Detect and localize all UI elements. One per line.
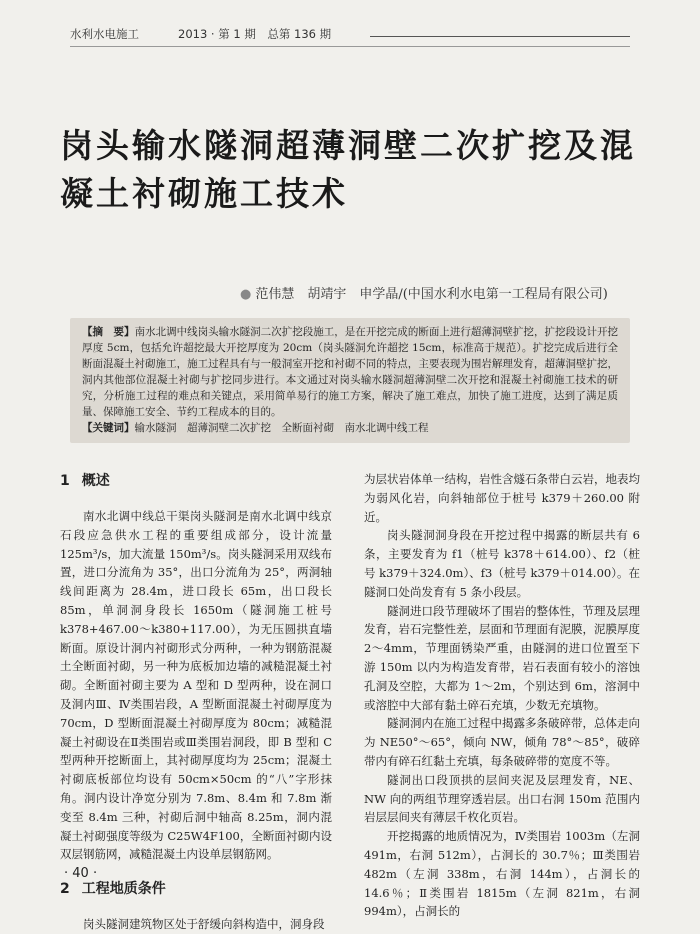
section-2-paragraph-4: 隧洞洞内在施工过程中揭露多条破碎带，总体走向为 NE50°～65°，倾向 NW，倾角 78°～85°，破碎带内有碎石红黏土充填，每条破碎带的宽度不等。 [364,716,640,768]
section-2-paragraph-2: 岗头隧洞洞身段在开挖过程中揭露的断层共有 6 条，主要发育为 f1（桩号 k378＋614.00）、f2（桩号 k379＋324.0m）、f3（桩号 k379＋014.00）。在隧洞口处尚发育有 5 条小段层。 [364,528,640,599]
page-number: · 40 · [64,866,98,881]
abstract-label: 【摘 要】 [82,326,135,338]
keywords-label: 【关键词】 [82,422,135,434]
abstract-text: 南水北调中线岗头输水隧洞二次扩挖段施工，是在开挖完成的断面上进行超薄洞壁扩挖，扩挖段设计开挖厚度 5cm，包括允许超挖最大开挖厚度为 20cm（岗头隧洞允许超挖 15cm，标准高于规范）。扩挖完成后进行全断面混凝土衬砌施工，施工过程具有与一般洞室开挖和衬砌不同的特点，主要表现为围岩解理发育，超薄洞壁扩挖，洞内其他部位混凝土衬砌与扩挖同步进行。本文通过对岗头输水隧洞超薄洞壁二次开挖和混凝土衬砌施工技术的研究，分析施工过程的难点和关键点，采用简单易行的施工方案，解决了施工难点，加快了施工进度，达到了满足质量、保障施工安全、节约工程成本的目的。 [82,326,619,418]
author-names: 范伟慧 胡靖宇 申学晶/(中国水利水电第一工程局有限公司) [255,287,608,302]
journal-name: 水利水电施工 [70,27,139,41]
issue-info: 2013 · 第 1 期 总第 136 期 [178,27,332,41]
abstract-box [70,318,630,443]
section-2-paragraph-3: 隧洞进口段节理破坏了围岩的整体性，节理及层理发育，岩石完整性差，层面和节理面有泥膜，泥膜厚度 2～4mm，节理面锈染严重，由隧洞的进口位置至下游 150m 以内为构造发育带，岩石表面有较小的溶蚀孔洞及空腔，大都为 1～2m，个别达到 6m，溶洞中或溶腔中大部有黏土碎石充填，少数无充填物。 [364,603,640,712]
left-column [60,470,332,934]
running-header [70,22,630,44]
article-title: 岗头输水隧洞超薄洞壁二次扩挖及混凝土衬砌施工技术 [60,126,636,213]
section-2-paragraph-5: 隧洞出口段顶拱的层间夹泥及层理发育，NE、NW 向的两组节理穿透岩层。出口右洞 150m 范围内岩层层间夹有薄层千枚化页岩。 [364,772,640,825]
authors-line [240,283,640,302]
header-rule [370,36,630,37]
section-2-paragraph-1: 岗头隧洞建筑物区处于舒缓向斜构造中，洞身段 [83,917,325,932]
section-2-number: 2 [60,881,70,898]
section-2-paragraph-6: 开挖揭露的地质情况为，Ⅳ类围岩 1003m（左洞 491m，右洞 512m），占洞长的 30.7％；Ⅲ类围岩 482m（左洞 338m，右洞 144m），占洞长的 14.6％；Ⅱ类围岩 1815m（左洞 821m，右洞 994m），占洞长的 [364,829,640,919]
bullet-icon: ● [240,287,252,302]
section-1-paragraph-1: 南水北调中线总干渠岗头隧洞是南水北调中线京石段应急供水工程的重要组成部分，设计流量 125m³/s，加大流量 150m³/s。岗头隧洞采用双线布置，进口分流角为 35°，出口分流角为 25°，两洞轴线间距离为 28.4m，进口段长 65m，出口段长 85m，单洞洞身段长 1650m（隧洞施工桩号 k378+467.00～k380+117.00），为无压圆拱直墙断面。原设计洞内衬砌形式分两种，一种为钢筋混凝土全断面衬砌，另一种为底板加边墙的减糙混凝土衬砌。全断面衬砌主要为 A 型和 D 型两种，设在洞口及洞内Ⅲ、Ⅳ类围岩段，A 型断面混凝土衬砌厚度为 70cm，D 型断面混凝土衬砌厚度为 80cm；减糙混凝土衬砌设在Ⅱ类围岩或Ⅲ类围岩洞段，即 B 型和 C 型两种开挖断面上，其衬砌厚度均为 25cm；混凝土衬砌底板部位均设有 50cm×50cm 的“八”字形抹角。洞内设计净宽分别为 7.8m、8.4m 和 7.8m 渐变至 8.4m 三种，衬砌后洞中轴高 8.25m，洞内混凝土衬砌强度等级为 C25W4F100，全断面衬砌内设双层钢筋网，减糙混凝土内设单层钢筋网。 [60,509,332,862]
right-column [364,470,640,921]
section-1-heading [60,470,332,492]
section-2-title: 工程地质条件 [81,881,166,898]
keywords-paragraph [82,420,618,436]
section-2-paragraph-1-cont: 为层状岩体单一结构，岩性含燧石条带白云岩，地表均为弱风化岩，向斜轴部位于桩号 k379＋260.00 附近。 [364,472,640,524]
header-bar [70,46,630,47]
abstract-paragraph [82,324,618,420]
section-2-heading [60,878,332,900]
section-1-title: 概述 [81,473,110,489]
keywords-text: 输水隧洞 超薄洞壁二次扩挖 全断面衬砌 南水北调中线工程 [134,422,429,434]
section-1-number: 1 [60,473,70,489]
